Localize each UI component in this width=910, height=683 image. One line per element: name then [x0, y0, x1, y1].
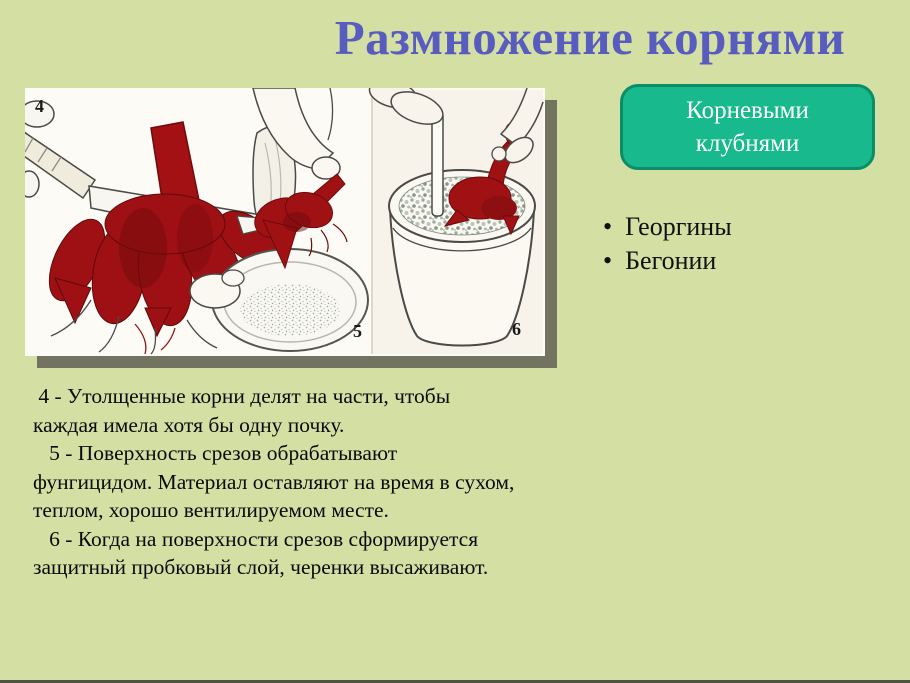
support-stick — [432, 111, 443, 216]
propagation-illustration — [25, 88, 545, 356]
step-label-6: 6 — [512, 319, 521, 339]
body-line: 6 - Когда на поверхности срезов сформируется — [33, 526, 479, 551]
bullet-icon: • — [603, 212, 613, 241]
bullet-icon: • — [603, 246, 613, 275]
body-line: 5 - Поверхность срезов обрабатывают — [33, 441, 398, 465]
body-line: теплом, хорошо вентилируемом месте. — [33, 498, 389, 522]
figure-frame — [25, 88, 545, 356]
plant-list — [603, 210, 732, 278]
method-badge — [620, 84, 875, 170]
body-line: фунгицидом. Материал оставляют на время в сухом, — [33, 469, 515, 494]
step-label-4: 4 — [35, 96, 44, 116]
body-line: защитный пробковый слой, черенки высаживают. — [33, 555, 489, 579]
method-badge-label: Корневыми клубнями — [686, 97, 809, 157]
body-line: 4 - Утолщенные корни делят на части, чтобы — [33, 384, 451, 408]
list-item-label: Бегонии — [625, 246, 717, 275]
list-item — [603, 210, 732, 244]
step-descriptions — [33, 382, 593, 582]
step-label-5: 5 — [353, 321, 362, 341]
body-line: каждая имела хотя бы одну почку. — [33, 412, 345, 437]
fungicide-powder — [240, 284, 340, 336]
page-title: Размножение корнями — [334, 10, 846, 65]
list-item-label: Георгины — [625, 212, 732, 241]
list-item — [603, 244, 732, 278]
